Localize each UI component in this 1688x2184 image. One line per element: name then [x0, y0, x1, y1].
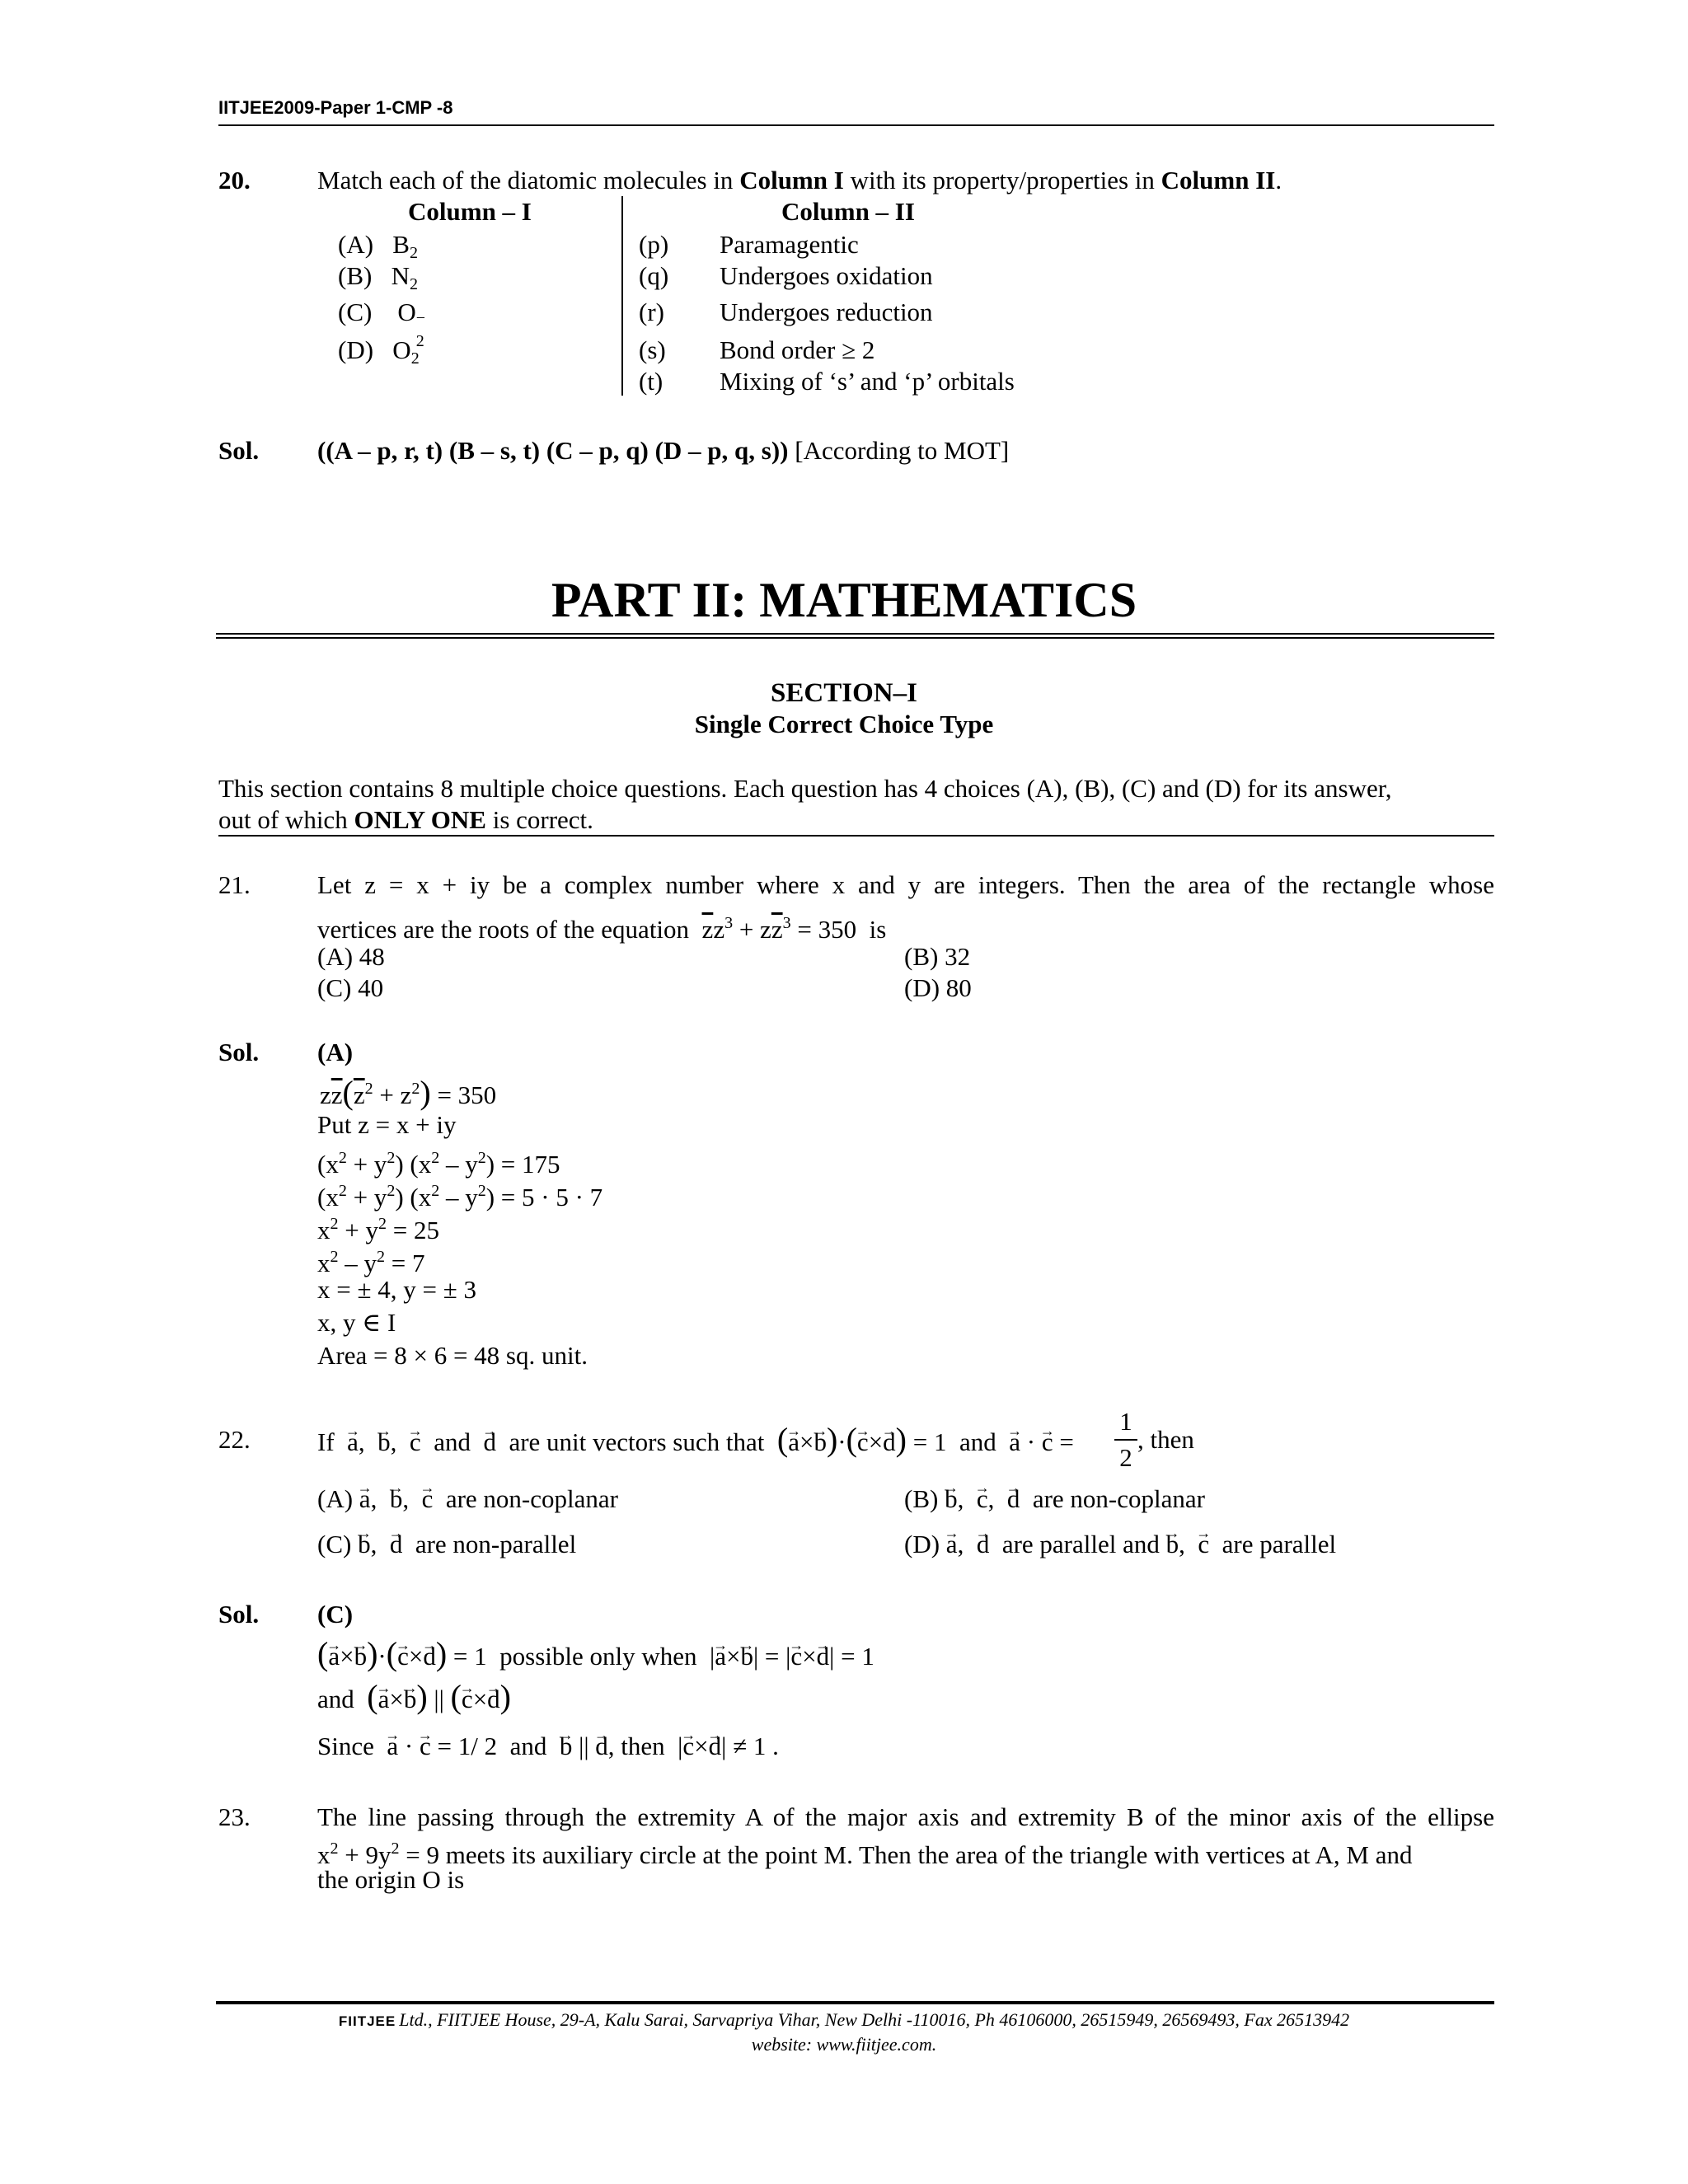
q22-answer: (C) — [317, 1600, 354, 1629]
q22-sol-line3: Since → a · → c = 1/ 2 and → b || → d, then |→ c×→ d| ≠ 1 . — [317, 1731, 779, 1762]
q20-stem: Match each of the diatomic molecules in Column I with its property/properties in Column II. — [317, 166, 1282, 194]
col2-item: (r) — [639, 298, 664, 326]
q22-stem: If → a, → b, → c and → d are unit vectors such that (→ a×→ b)·(→ c×→ d) = 1 and → a · → c = — [317, 1424, 1074, 1458]
col2-item-text: Mixing of ‘s’ and ‘p’ orbitals — [720, 367, 1015, 396]
q21-step-3: $(x^2 + y^2)$ $(x^2 - y^2) = 175$ — [317, 1149, 560, 1179]
q21-line2: vertices are the roots of the equation $\overline{z}z^3 + z\overline{z}^3 = 350$ is — [317, 914, 887, 944]
col2-heading: Column – II — [781, 197, 915, 226]
q23-line3: the origin O is — [317, 1865, 465, 1894]
col2-item: (s) — [639, 335, 666, 364]
col2-item: (p) — [639, 230, 669, 259]
q21-step-1: $z\overline{z}(\overline{z}^2 + z^2) = 350$ — [320, 1074, 497, 1111]
part-title: PART II: MATHEMATICS — [551, 573, 1137, 627]
q21-step-8: x, y ∈ I — [317, 1308, 396, 1337]
q21-option-c: (C) 40 — [317, 973, 384, 1002]
q22-number: 22. — [218, 1425, 251, 1454]
part-rule-1 — [216, 633, 1494, 635]
column-divider — [621, 196, 623, 396]
q21-number: 21. — [218, 870, 251, 899]
section-intro-line1: This section contains 8 multiple choice questions. Each question has 4 choices (A), (B), (C) and (D) for its answer, — [218, 774, 1392, 803]
q22-fraction-bar — [1114, 1439, 1137, 1441]
q22-option-a: (A) → a, → b, → c are non-coplanar — [317, 1483, 618, 1515]
q22-sol-line1: (→ a×→ b)·(→ c×→ d) = 1 possible only when |→ a×→ b| = |→ c×→ d| = 1 — [317, 1638, 874, 1672]
q21-option-a: (A) 48 — [317, 942, 385, 971]
section-intro-line2: out of which ONLY ONE is correct. — [218, 805, 593, 834]
q22-option-d: (D) → a, → d are parallel and → b, → c are parallel — [904, 1529, 1336, 1560]
q23-line1: The line passing through the extremity A of the major axis and extremity B of the minor axis of the ellipse — [317, 1802, 1494, 1831]
col2-item-text: Paramagentic — [720, 230, 859, 259]
col2-item-text: Undergoes oxidation — [720, 261, 933, 290]
section-subtitle: Single Correct Choice Type — [694, 710, 994, 738]
col2-item-text: Bond order ≥ 2 — [720, 335, 875, 364]
footer-rule — [216, 2001, 1494, 2004]
col1-item: (C) O − 2 — [338, 298, 425, 350]
q21-step-4: $(x^2 + y^2)$ $(x^2 - y^2) = 5 \cdot 5 \cdot 7$ — [317, 1182, 603, 1212]
q21-sol-label: Sol. — [218, 1038, 260, 1066]
col1-item: (B) $N_2$ — [338, 261, 418, 293]
intro-rule — [218, 835, 1494, 837]
q22-then: , then — [1137, 1425, 1194, 1454]
q21-option-b: (B) 32 — [904, 942, 971, 971]
q22-half-denominator: 2 — [1119, 1443, 1132, 1472]
col1-item: (A) $B_2$ — [338, 230, 418, 262]
q22-option-b: (B) → b, → c, → d are non-coplanar — [904, 1483, 1205, 1515]
col2-item: (q) — [639, 261, 669, 290]
col2-item: (t) — [639, 367, 663, 396]
col1-heading: Column – I — [408, 197, 532, 226]
q23-number: 23. — [218, 1802, 251, 1831]
q21-line1: Let z = x + iy be a complex number where x and y are integers. Then the area of the rectangle whose — [317, 870, 1494, 899]
col2-item-text: Undergoes reduction — [720, 298, 933, 326]
q20-number: 20. — [218, 166, 251, 194]
part-rule-2 — [216, 637, 1494, 639]
col1-item: (D) $O_2$ — [338, 335, 420, 368]
q22-option-c: (C) → b, → d are non-parallel — [317, 1529, 576, 1560]
q21-option-d: (D) 80 — [904, 973, 972, 1002]
q22-sol-line2: and (→ a×→ b) || (→ c×→ d) — [317, 1681, 511, 1715]
q21-step-9: Area = 8 × 6 = 48 sq. unit. — [317, 1341, 588, 1370]
q21-step-7: x = ± 4, y = ± 3 — [317, 1275, 476, 1304]
q21-answer: (A) — [317, 1038, 354, 1066]
q22-sol-label: Sol. — [218, 1600, 260, 1629]
header-rule — [218, 124, 1494, 126]
page-header: IITJEE2009-Paper 1-CMP -8 — [218, 97, 453, 118]
section-title: SECTION–I — [771, 678, 917, 708]
q20-solution: ((A – p, r, t) (B – s, t) (C – p, q) (D – p, q, s)) [According to MOT] — [317, 436, 1010, 465]
q21-step-5: $x^2 + y^2 = 25$ — [317, 1215, 439, 1244]
q22-half-numerator: 1 — [1119, 1407, 1132, 1436]
q21-step-6: $x^2 - y^2 = 7$ — [317, 1248, 425, 1277]
q23-line2: $x^2 + 9y^2 = 9$ meets its auxiliary circle at the point M. Then the area of the triangle with vertices at A, M and — [317, 1840, 1413, 1869]
fiitjee-logo: FIITJEE — [338, 2013, 396, 2029]
footer-address-line: FIITJEE Ltd., FIITJEE House, 29-A, Kalu Sarai, Sarvapriya Vihar, New Delhi -110016, Ph 46106000, 26515949, 26569493, Fax 26513942 — [338, 2009, 1350, 2030]
q21-step-2: Put z = x + iy — [317, 1110, 457, 1139]
footer-website[interactable]: website: www.fiitjee.com. — [751, 2034, 937, 2055]
q20-sol-label: Sol. — [218, 436, 260, 465]
